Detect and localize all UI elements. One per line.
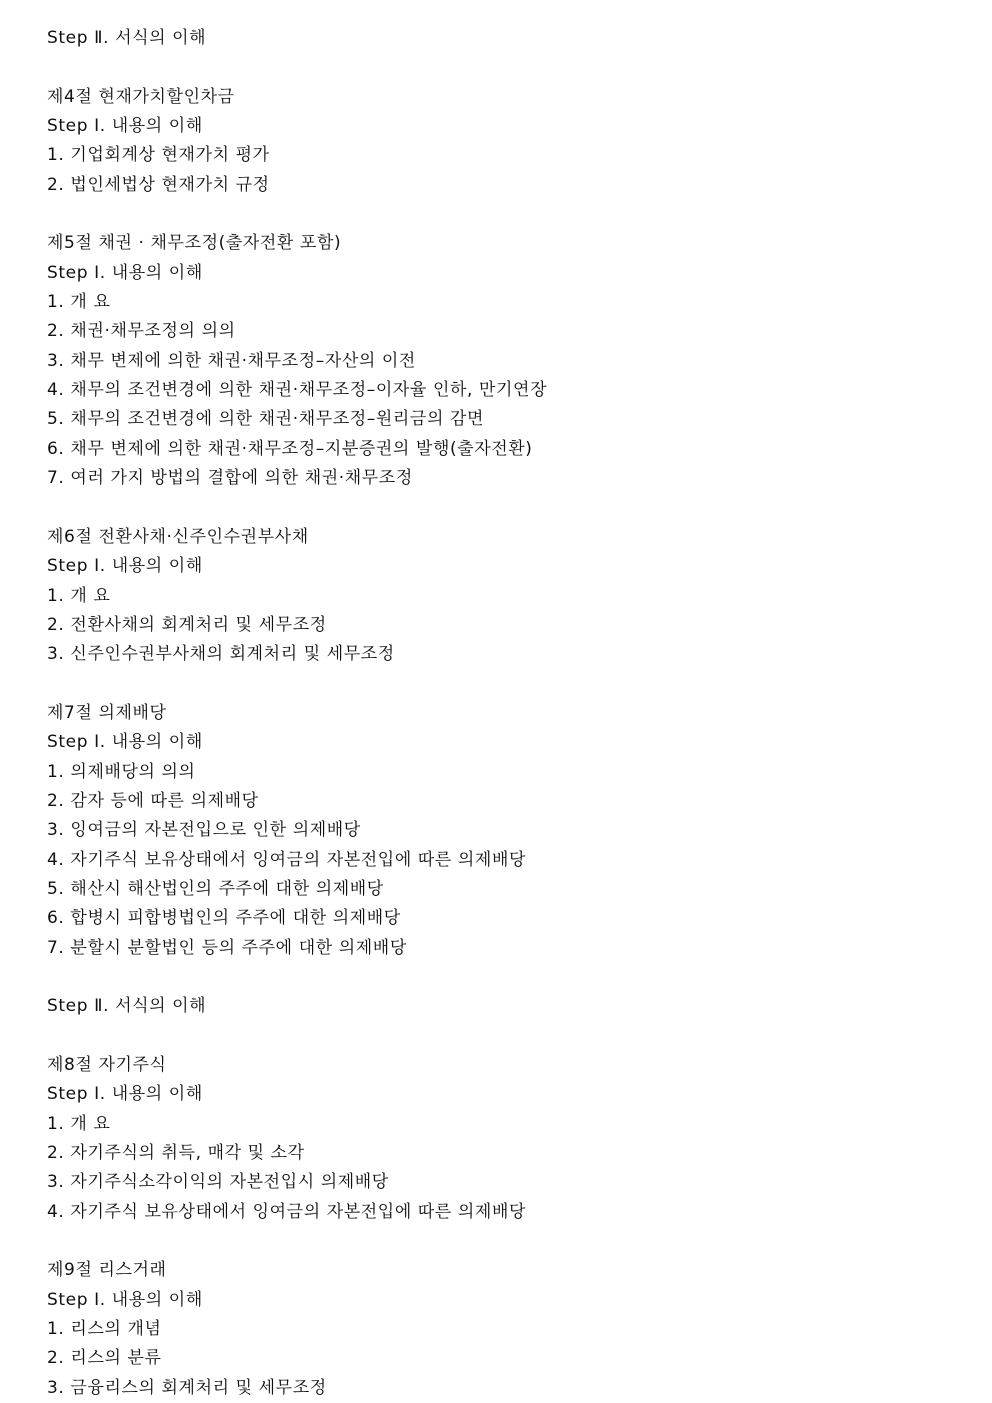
section-heading: 제4절 현재가치할인차금 — [47, 86, 235, 107]
section-spacer — [47, 1022, 967, 1051]
outline-item: 7. 분할시 분할법인 등의 주주에 대한 의제배당 — [47, 937, 407, 958]
outline-section — [47, 1051, 967, 1227]
outline-item: 3. 잉여금의 자본전입으로 인한 의제배당 — [47, 820, 361, 841]
section-spacer — [47, 1227, 967, 1256]
outline-item: 3. 자기주식소각이익의 자본전입시 의제배당 — [47, 1172, 389, 1193]
outline-item: 1. 리스의 개념 — [47, 1319, 162, 1340]
section-heading: 제5절 채권 · 채무조정(출자전환 포함) — [47, 233, 342, 254]
outline-item: 1. 개 요 — [47, 292, 111, 313]
outline-item: 6. 채무 변제에 의한 채권·채무조정–지분증권의 발행(출자전환) — [47, 438, 533, 459]
outline-section — [47, 699, 967, 963]
section-heading: 제9절 리스거래 — [47, 1260, 167, 1281]
outline-section — [47, 523, 967, 670]
step-heading: Step Ⅰ. 내용의 이해 — [47, 1084, 203, 1105]
outline-section — [47, 229, 967, 493]
outline-item: 3. 금융리스의 회계처리 및 세무조정 — [47, 1377, 327, 1398]
section-heading: 제8절 자기주식 — [47, 1055, 167, 1076]
section-spacer — [47, 670, 967, 699]
outline-item: 5. 해산시 해산법인의 주주에 대한 의제배당 — [47, 878, 384, 899]
outline-section — [47, 83, 967, 200]
outline-item: 1. 개 요 — [47, 1113, 111, 1134]
section-heading: 제7절 의제배당 — [47, 702, 167, 723]
outline-section — [47, 24, 967, 53]
outline-item: 3. 신주인수권부사채의 회계처리 및 세무조정 — [47, 644, 395, 665]
outline-item: 3. 채무 변제에 의한 채권·채무조정–자산의 이전 — [47, 350, 416, 371]
section-spacer — [47, 200, 967, 229]
outline-item: 2. 전환사채의 회계처리 및 세무조정 — [47, 614, 327, 635]
outline-item: 2. 자기주식의 취득, 매각 및 소각 — [47, 1143, 305, 1164]
outline-item: 2. 채권·채무조정의 의의 — [47, 321, 236, 342]
step-heading: Step Ⅰ. 내용의 이해 — [47, 732, 203, 753]
outline-item: 7. 여러 가지 방법의 결합에 의한 채권·채무조정 — [47, 468, 413, 489]
step-heading: Step Ⅱ. 서식의 이해 — [47, 28, 207, 48]
outline-item: 4. 자기주식 보유상태에서 잉여금의 자본전입에 따른 의제배당 — [47, 849, 526, 870]
outline-item: 4. 채무의 조건변경에 의한 채권·채무조정–이자율 인하, 만기연장 — [47, 380, 548, 401]
outline-item: 1. 의제배당의 의의 — [47, 761, 196, 782]
step-heading: Step Ⅰ. 내용의 이해 — [47, 116, 203, 137]
step-heading: Step Ⅰ. 내용의 이해 — [47, 262, 203, 283]
section-spacer — [47, 53, 967, 82]
step-heading: Step Ⅱ. 서식의 이해 — [47, 996, 207, 1017]
section-spacer — [47, 963, 967, 992]
outline-item: 4. 자기주식 보유상태에서 잉여금의 자본전입에 따른 의제배당 — [47, 1201, 526, 1222]
step-heading: Step Ⅰ. 내용의 이해 — [47, 1289, 203, 1310]
outline-item: 1. 기업회계상 현재가치 평가 — [47, 145, 270, 166]
outline-item: 5. 채무의 조건변경에 의한 채권·채무조정–원리금의 감면 — [47, 409, 485, 430]
step-heading: Step Ⅰ. 내용의 이해 — [47, 556, 203, 577]
outline-item: 6. 합병시 피합병법인의 주주에 대한 의제배당 — [47, 908, 401, 929]
outline-item: 2. 법인세법상 현재가치 규정 — [47, 174, 270, 195]
outline-item: 2. 감자 등에 따른 의제배당 — [47, 790, 259, 811]
outline-section — [47, 1256, 967, 1403]
outline-item: 1. 개 요 — [47, 585, 111, 606]
document-body — [47, 24, 967, 1403]
section-heading: 제6절 전환사채·신주인수권부사채 — [47, 526, 309, 547]
section-spacer — [47, 494, 967, 523]
outline-item: 2. 리스의 분류 — [47, 1348, 162, 1369]
outline-section — [47, 992, 967, 1021]
